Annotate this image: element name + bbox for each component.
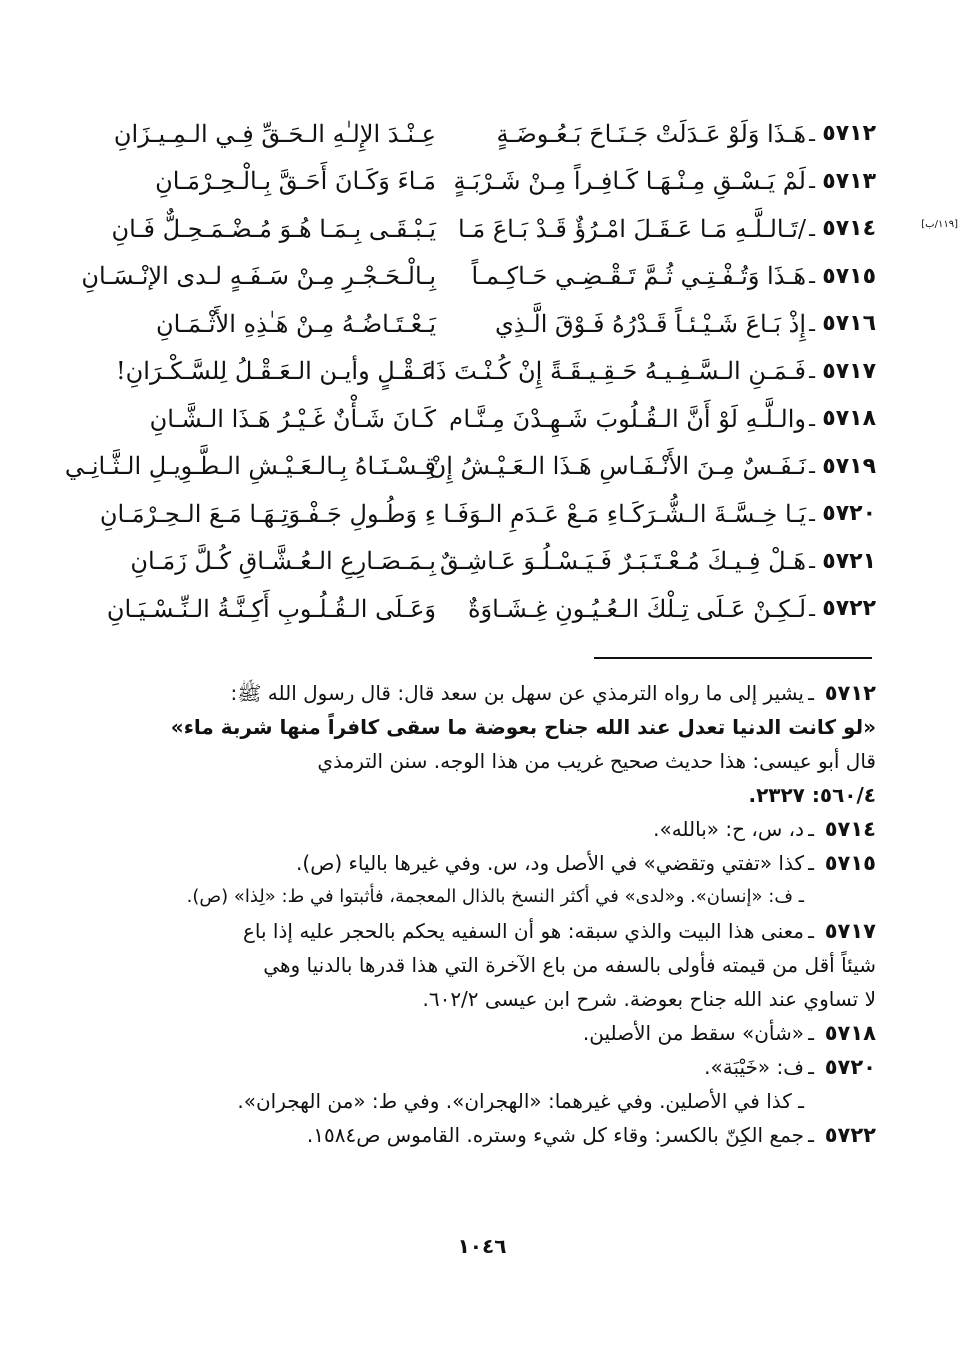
verse-number: ٥٧١٤ (822, 216, 876, 242)
footnote (76, 676, 876, 812)
verse-second-hemistich: عَـقْـلٍ وأيـن الـعَـقْـلُ لِلسَّـكْـرَانِ! (116, 357, 436, 386)
verse-second-hemistich: ءِ وَطُـولِ جَـفْـوَتِـهَـا مَـعَ الـحِـرْمَـانِ (99, 499, 436, 528)
footnote-line (76, 982, 876, 1016)
verse-line (64, 443, 876, 491)
footnote (76, 1118, 876, 1152)
footnote-number: ٥٧٢٢ (824, 1123, 876, 1147)
footnote-dash: ـ (808, 851, 814, 875)
verse-second-hemistich: بِـمَـصَـارِعِ الـعُـشَّـاقِ كُـلَّ زَمَـانِ (130, 547, 436, 576)
footnote-text: كذا «تفتي وتقضي» في الأصل ود، س. وفي غيرها بالياء (ص). (296, 851, 804, 875)
verse-line (76, 348, 876, 396)
verse-dash: ـ (809, 596, 815, 621)
footnote-number: ٥٧١٢ (824, 681, 876, 705)
verse-first-hemistich: والـلَّـهِ لَوْ أَنَّ الـقُـلُوبَ شَـهِـدْنَ مِـنَّـا (463, 404, 806, 433)
footnote-line (76, 880, 876, 914)
verse-number: ٥٧٢٢ (822, 596, 876, 622)
verse-line (76, 538, 876, 586)
verse-second-hemistich: عِـنْـدَ الإِلـٰهِ الـحَـقِّ فِـي الـمِـيـزَانِ (113, 119, 436, 148)
footnote-text: جمع الكِنّ بالكسر: وقاء كل شيء وستره. القاموس ص١٥٨٤. (306, 1123, 804, 1147)
verse-number: ٥٧١٦ (822, 311, 876, 337)
verse-dash: ـ (809, 406, 815, 431)
verse-second-hemistich: بِـالْـحَـجْـرِ مِـنْ سَـفَـهٍ لـدى الإنْـسَـانِ (81, 262, 436, 291)
verse-first-hemistich: هَـذَا وَتُـفْـتِـي ثُـمَّ تَـقْـضِـي حَـاكِـمـاً (471, 262, 806, 291)
footnote-text: شيئاً أقل من قيمته فأولى بالسفه من باع الآخرة التي هذا قدرها بالدنيا وهي (263, 953, 876, 977)
verse-first-hemistich: لَمْ يَـسْـقِ مِـنْـهَـا كَـافِـراً مِـنْ شَـرْبَـةٍ (453, 167, 806, 196)
verse-dash: ـ (809, 454, 815, 479)
footnote-line (76, 948, 876, 982)
footnote-line (76, 1118, 876, 1152)
footnote-line (76, 846, 876, 880)
verse-first-hemistich: هَـذَا وَلَوْ عَـدَلَتْ جَـنَـاحَ بَـعُـوضَـةٍ (496, 119, 806, 148)
verse-dash: ـ (809, 549, 815, 574)
verse-line (76, 158, 876, 206)
footnote (76, 1050, 876, 1118)
poem-block (64, 110, 958, 633)
footnote-text: معنى هذا البيت والذي سبقه: هو أن السفيه يحكم بالحجر عليه إذا باع (242, 919, 804, 943)
verse-dash: ـ (809, 311, 815, 336)
footnote-line (76, 710, 876, 744)
verse-dash: ـ (809, 264, 815, 289)
footnote (76, 1016, 876, 1050)
verse-number: ٥٧١٩ (822, 453, 876, 479)
verse-line (76, 300, 876, 348)
verse-line (76, 490, 876, 538)
verse-dash: ـ (809, 359, 815, 384)
footnote-line (76, 812, 876, 846)
verse-second-hemistich: مَـاءَ وَكَـانَ أَحَـقَّ بِـالْـحِـرْمَـانِ (155, 167, 436, 196)
footnote-number: ٥٧١٨ (824, 1021, 876, 1045)
page-number: ١٠٤٦ (457, 1234, 507, 1258)
verse-number: ٥٧١٣ (822, 168, 876, 194)
verse-number: ٥٧٢١ (822, 548, 876, 574)
footnote-text: «شأن» سقط من الأصلين. (582, 1021, 804, 1045)
footnote-text: ـ كذا في الأصلين. وفي غيرهما: «الهجران». وفي ط: «من الهجران». (237, 1089, 804, 1113)
footnote (76, 846, 876, 914)
verse-first-hemistich: لَـكِـنْ عَـلَى تِـلْكَ الـعُـيُـونِ غِـشَـاوَةٌ (467, 594, 806, 623)
footnote-text: «لو كانت الدنيا تعدل عند الله جناح بعوضة ما سقى كافراً منها شربة ماء» (170, 715, 876, 739)
verse-number: ٥٧١٨ (822, 406, 876, 432)
footnote-dash: ـ (808, 1021, 814, 1045)
footnote-dash: ـ (808, 1055, 814, 1079)
footnote (76, 914, 876, 1016)
footnote-number: ٥٧١٥ (824, 851, 876, 875)
footnote-number: ٥٧١٧ (824, 919, 876, 943)
verse-dash: ـ (809, 501, 815, 526)
footnote-text: يشير إلى ما رواه الترمذي عن سهل بن سعد قال: قال رسول الله ﷺ: (230, 681, 804, 705)
verse-line (76, 585, 876, 633)
verse-number: ٥٧١٢ (822, 121, 876, 147)
verse-first-hemistich: يَـا خِـسَّـةَ الـشُّـرَكَـاءِ مَـعْ عَـدَمِ الـوَفَـا (443, 499, 806, 528)
footnote (76, 812, 876, 846)
verse-gap-mark: م (449, 406, 463, 432)
verse-first-hemistich: هَـلْ فِـيـكَ مُـعْـتَـبَـرٌ فَـيَـسْـلُـوَ عَـاشِـقٌ (439, 547, 806, 576)
verse-second-hemistich: يَـبْـقَـى بِـمَـا هُـوَ مُـضْـمَـحِـلٌّ فَـانِ (111, 214, 436, 243)
footnote-line (76, 1084, 876, 1118)
verse-line (76, 253, 876, 301)
verse-number: ٥٧١٥ (822, 263, 876, 289)
footnote-line (76, 914, 876, 948)
verse-number: ٥٧١٧ (822, 358, 876, 384)
verse-line (76, 110, 876, 158)
footnote-text: لا تساوي عند الله جناح بعوضة. شرح ابن عيسى ٦٠٢/٢. (422, 987, 876, 1011)
verse-dash: ـ (809, 216, 815, 241)
manuscript-folio-marker: [١١٩/ب] (921, 219, 958, 230)
footnote-text: قال أبو عيسى: هذا حديث صحيح غريب من هذا الوجه. سنن الترمذي (317, 749, 876, 773)
verse-line (76, 395, 876, 443)
verse-number: ٥٧٢٠ (822, 501, 876, 527)
verse-dash: ـ (809, 121, 815, 146)
footnote-dash: ـ (808, 817, 814, 841)
footnotes (76, 676, 876, 1152)
footnote-text: ـ ف: «إنسان». و«لدى» في أكثر النسخ بالذال المعجمة، فأثبتوا في ط: «لِذا» (ص). (186, 886, 804, 907)
verse-second-hemistich: كَـانَ شَـأْنٌ غَـيْـرُ هَـذَا الـشَّـانِ (149, 404, 436, 433)
footnote-text: د، س، ح: «بالله». (653, 817, 804, 841)
footnote-separator (594, 657, 872, 659)
footnote-line (76, 1016, 876, 1050)
verse-second-hemistich: قِـسْـنَـاهُ بِـالـعَـيْـشِ الـطَّـوِيـلِ الـثَّـانِـي (64, 452, 436, 481)
footnote-line (76, 676, 876, 710)
verse-first-hemistich: إِذْ بَـاعَ شَـيْـئـاً قَـدْرُهُ فَـوْقَ الَّـذِي (494, 309, 806, 338)
footnote-dash: ـ (808, 681, 814, 705)
verse-line (76, 205, 958, 253)
footnote-dash: ـ (808, 919, 814, 943)
footnote-dash: ـ (808, 1123, 814, 1147)
verse-first-hemistich: /تَـالـلَّـهِ مَـا عَـقَـلَ امْـرُؤٌ قَـدْ بَـاعَ مَـا (458, 214, 806, 243)
verse-first-hemistich: نَـفَـسٌ مِـنَ الأَنْـفَـاسِ هَـذَا الـعَـيْـشُ إِنْ (428, 452, 806, 481)
footnote-line (76, 744, 876, 778)
footnote-text: ف: «خَيْبَة». (704, 1055, 804, 1079)
footnote-text: ٥٦٠/٤: ٢٣٢٧. (748, 783, 876, 807)
verse-dash: ـ (809, 169, 815, 194)
footnote-line (76, 1050, 876, 1084)
footnote-number: ٥٧١٤ (824, 817, 876, 841)
footnote-number: ٥٧٢٠ (824, 1055, 876, 1079)
verse-first-hemistich: فَـمَـنِ الـسَّـفِـيـهُ حَـقِـيـقَـةً إِنْ كُـنْـتَ ذَا (429, 357, 806, 386)
verse-second-hemistich: وَعَـلَى الـقُـلُـوبِ أَكِـنَّـةُ الـنِّـسْـيَـانِ (106, 594, 436, 623)
verse-second-hemistich: يَـعْـتَـاضُـهُ مِـنْ هَـٰذِهِ الأَثْـمَـانِ (156, 309, 436, 338)
footnote-line (76, 778, 876, 812)
